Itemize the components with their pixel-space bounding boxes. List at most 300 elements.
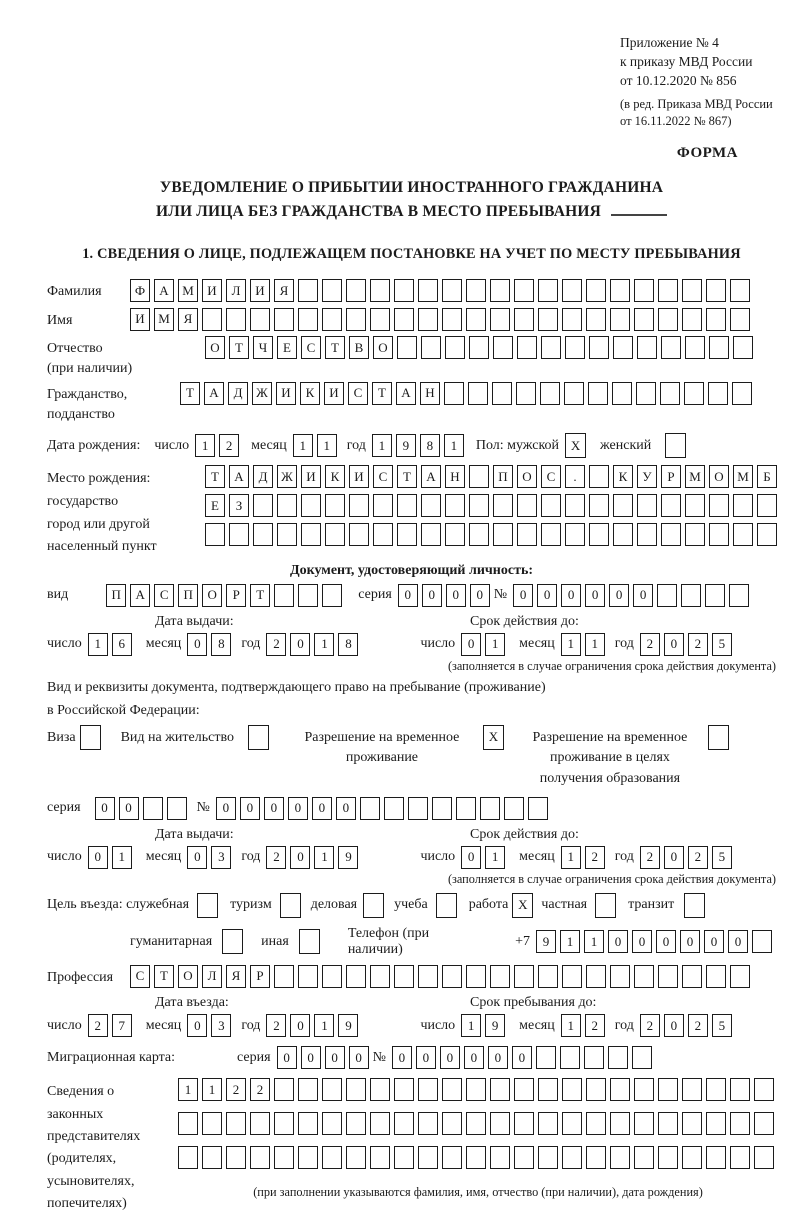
char-box[interactable] [274, 1146, 294, 1169]
char-box[interactable]: 9 [338, 846, 358, 869]
char-box[interactable] [708, 382, 728, 405]
char-box[interactable] [469, 336, 489, 359]
char-box[interactable] [373, 523, 393, 546]
char-box[interactable] [418, 1078, 438, 1101]
char-box[interactable]: П [106, 584, 126, 607]
char-box[interactable]: 0 [512, 1046, 532, 1069]
char-box[interactable] [658, 1112, 678, 1135]
char-box[interactable]: Т [372, 382, 392, 405]
char-box[interactable]: М [685, 465, 705, 488]
char-box[interactable] [730, 279, 750, 302]
char-box[interactable] [540, 382, 560, 405]
char-box[interactable] [346, 965, 366, 988]
char-box[interactable] [226, 308, 246, 331]
char-box[interactable] [442, 1112, 462, 1135]
char-box[interactable]: 0 [95, 797, 115, 820]
purpose-official-checkbox[interactable] [197, 893, 218, 918]
char-box[interactable] [661, 494, 681, 517]
char-box[interactable] [612, 382, 632, 405]
char-box[interactable] [466, 1146, 486, 1169]
char-box[interactable] [660, 382, 680, 405]
char-box[interactable]: 5 [712, 633, 732, 656]
char-box[interactable] [541, 336, 561, 359]
char-box[interactable]: М [733, 465, 753, 488]
purpose-tourism-checkbox[interactable] [280, 893, 301, 918]
char-box[interactable] [490, 308, 510, 331]
char-box[interactable] [421, 523, 441, 546]
char-box[interactable] [565, 494, 585, 517]
char-box[interactable]: 0 [632, 930, 652, 953]
char-box[interactable] [562, 965, 582, 988]
char-box[interactable]: Т [205, 465, 225, 488]
char-box[interactable]: 6 [112, 633, 132, 656]
char-box[interactable]: 0 [609, 584, 629, 607]
char-box[interactable] [562, 1078, 582, 1101]
char-box[interactable] [349, 494, 369, 517]
char-box[interactable] [634, 279, 654, 302]
char-box[interactable] [706, 965, 726, 988]
char-box[interactable]: 0 [88, 846, 108, 869]
char-box[interactable] [466, 279, 486, 302]
char-box[interactable] [325, 494, 345, 517]
char-box[interactable]: А [421, 465, 441, 488]
char-box[interactable] [418, 965, 438, 988]
char-box[interactable]: 0 [461, 846, 481, 869]
char-box[interactable]: 0 [470, 584, 490, 607]
char-box[interactable] [565, 523, 585, 546]
char-box[interactable]: Д [228, 382, 248, 405]
char-box[interactable] [636, 382, 656, 405]
char-box[interactable]: 1 [584, 930, 604, 953]
char-box[interactable] [418, 308, 438, 331]
char-box[interactable] [684, 382, 704, 405]
char-box[interactable] [536, 1046, 556, 1069]
char-box[interactable]: У [637, 465, 657, 488]
char-box[interactable] [445, 523, 465, 546]
char-box[interactable] [370, 308, 390, 331]
char-box[interactable]: Р [226, 584, 246, 607]
char-box[interactable] [493, 494, 513, 517]
char-box[interactable]: 0 [728, 930, 748, 953]
char-box[interactable] [226, 1112, 246, 1135]
char-box[interactable]: 5 [712, 1014, 732, 1037]
char-box[interactable]: 1 [195, 434, 215, 457]
char-box[interactable]: 0 [446, 584, 466, 607]
char-box[interactable]: 0 [290, 846, 310, 869]
char-box[interactable] [384, 797, 404, 820]
char-box[interactable]: 0 [398, 584, 418, 607]
char-box[interactable] [637, 494, 657, 517]
char-box[interactable] [733, 523, 753, 546]
char-box[interactable] [250, 308, 270, 331]
char-box[interactable] [564, 382, 584, 405]
char-box[interactable]: О [517, 465, 537, 488]
char-box[interactable]: Р [661, 465, 681, 488]
char-box[interactable]: 0 [664, 633, 684, 656]
char-box[interactable] [456, 797, 476, 820]
char-box[interactable] [528, 797, 548, 820]
char-box[interactable]: О [205, 336, 225, 359]
char-box[interactable]: 2 [688, 1014, 708, 1037]
char-box[interactable]: И [130, 308, 150, 331]
char-box[interactable]: 0 [187, 633, 207, 656]
char-box[interactable] [298, 1078, 318, 1101]
char-box[interactable]: 9 [536, 930, 556, 953]
char-box[interactable]: 2 [640, 846, 660, 869]
char-box[interactable] [565, 336, 585, 359]
char-box[interactable]: 2 [266, 1014, 286, 1037]
char-box[interactable] [322, 1078, 342, 1101]
char-box[interactable]: 2 [688, 633, 708, 656]
char-box[interactable] [658, 1146, 678, 1169]
char-box[interactable]: 1 [561, 633, 581, 656]
char-box[interactable]: Т [229, 336, 249, 359]
char-box[interactable] [706, 1078, 726, 1101]
char-box[interactable]: 1 [485, 633, 505, 656]
char-box[interactable] [730, 1078, 750, 1101]
char-box[interactable]: А [396, 382, 416, 405]
char-box[interactable]: 2 [266, 846, 286, 869]
char-box[interactable]: 1 [314, 846, 334, 869]
char-box[interactable]: Я [274, 279, 294, 302]
char-box[interactable] [466, 308, 486, 331]
char-box[interactable]: П [178, 584, 198, 607]
char-box[interactable] [167, 797, 187, 820]
char-box[interactable] [490, 965, 510, 988]
char-box[interactable]: Ж [252, 382, 272, 405]
char-box[interactable] [732, 382, 752, 405]
char-box[interactable]: 1 [314, 1014, 334, 1037]
char-box[interactable] [541, 494, 561, 517]
char-box[interactable]: 0 [585, 584, 605, 607]
char-box[interactable] [277, 523, 297, 546]
char-box[interactable]: А [130, 584, 150, 607]
char-box[interactable]: 1 [178, 1078, 198, 1101]
char-box[interactable] [586, 279, 606, 302]
char-box[interactable]: 1 [444, 434, 464, 457]
char-box[interactable]: П [493, 465, 513, 488]
char-box[interactable] [322, 965, 342, 988]
char-box[interactable]: 3 [211, 846, 231, 869]
char-box[interactable] [610, 965, 630, 988]
char-box[interactable] [253, 494, 273, 517]
char-box[interactable]: 2 [226, 1078, 246, 1101]
char-box[interactable] [730, 1146, 750, 1169]
char-box[interactable]: 0 [704, 930, 724, 953]
char-box[interactable] [538, 965, 558, 988]
char-box[interactable]: Т [325, 336, 345, 359]
char-box[interactable]: 0 [608, 930, 628, 953]
char-box[interactable] [349, 523, 369, 546]
char-box[interactable] [685, 336, 705, 359]
char-box[interactable] [493, 336, 513, 359]
char-box[interactable]: Т [180, 382, 200, 405]
char-box[interactable] [685, 494, 705, 517]
char-box[interactable] [682, 1078, 702, 1101]
char-box[interactable]: 2 [640, 1014, 660, 1037]
char-box[interactable] [754, 1146, 774, 1169]
char-box[interactable] [205, 523, 225, 546]
char-box[interactable]: 1 [585, 633, 605, 656]
char-box[interactable] [442, 1078, 462, 1101]
char-box[interactable]: 0 [561, 584, 581, 607]
char-box[interactable] [322, 584, 342, 607]
char-box[interactable] [634, 1112, 654, 1135]
char-box[interactable] [637, 336, 657, 359]
char-box[interactable] [661, 523, 681, 546]
char-box[interactable]: 5 [712, 846, 732, 869]
char-box[interactable] [298, 308, 318, 331]
char-box[interactable] [143, 797, 163, 820]
char-box[interactable]: 0 [240, 797, 260, 820]
char-box[interactable] [250, 1146, 270, 1169]
purpose-private-checkbox[interactable] [595, 893, 616, 918]
char-box[interactable]: 0 [440, 1046, 460, 1069]
char-box[interactable]: З [229, 494, 249, 517]
purpose-humanitarian-checkbox[interactable] [222, 929, 243, 954]
char-box[interactable] [610, 1112, 630, 1135]
char-box[interactable] [682, 308, 702, 331]
char-box[interactable] [442, 279, 462, 302]
male-checkbox[interactable]: X [565, 433, 586, 458]
char-box[interactable]: 9 [485, 1014, 505, 1037]
char-box[interactable]: . [565, 465, 585, 488]
char-box[interactable] [637, 523, 657, 546]
char-box[interactable]: 1 [88, 633, 108, 656]
char-box[interactable] [322, 1146, 342, 1169]
char-box[interactable] [394, 1078, 414, 1101]
char-box[interactable] [586, 308, 606, 331]
char-box[interactable] [754, 1078, 774, 1101]
char-box[interactable] [274, 308, 294, 331]
char-box[interactable] [346, 1078, 366, 1101]
char-box[interactable] [730, 308, 750, 331]
char-box[interactable]: 8 [338, 633, 358, 656]
char-box[interactable]: Ч [253, 336, 273, 359]
char-box[interactable]: 2 [585, 846, 605, 869]
char-box[interactable] [613, 494, 633, 517]
char-box[interactable]: И [301, 465, 321, 488]
char-box[interactable] [490, 1146, 510, 1169]
char-box[interactable]: С [348, 382, 368, 405]
char-box[interactable] [517, 494, 537, 517]
char-box[interactable] [562, 308, 582, 331]
char-box[interactable] [178, 1146, 198, 1169]
char-box[interactable]: С [541, 465, 561, 488]
char-box[interactable] [301, 523, 321, 546]
char-box[interactable] [370, 1112, 390, 1135]
char-box[interactable] [516, 382, 536, 405]
char-box[interactable] [397, 523, 417, 546]
char-box[interactable] [322, 279, 342, 302]
char-box[interactable] [277, 494, 297, 517]
char-box[interactable]: 0 [264, 797, 284, 820]
char-box[interactable] [661, 336, 681, 359]
char-box[interactable]: 0 [119, 797, 139, 820]
char-box[interactable] [730, 1112, 750, 1135]
char-box[interactable]: 1 [561, 846, 581, 869]
char-box[interactable] [346, 1112, 366, 1135]
char-box[interactable] [468, 382, 488, 405]
char-box[interactable] [480, 797, 500, 820]
char-box[interactable]: 7 [112, 1014, 132, 1037]
char-box[interactable]: 0 [656, 930, 676, 953]
char-box[interactable]: 1 [485, 846, 505, 869]
char-box[interactable]: В [349, 336, 369, 359]
purpose-business-checkbox[interactable] [363, 893, 384, 918]
temp-residence-checkbox[interactable]: X [483, 725, 504, 750]
char-box[interactable] [682, 965, 702, 988]
char-box[interactable] [538, 1146, 558, 1169]
char-box[interactable] [229, 523, 249, 546]
char-box[interactable] [432, 797, 452, 820]
char-box[interactable] [394, 1112, 414, 1135]
char-box[interactable] [322, 1112, 342, 1135]
char-box[interactable] [706, 279, 726, 302]
char-box[interactable]: Л [226, 279, 246, 302]
purpose-work-checkbox[interactable]: X [512, 893, 533, 918]
char-box[interactable] [657, 584, 677, 607]
char-box[interactable]: М [178, 279, 198, 302]
char-box[interactable]: 2 [250, 1078, 270, 1101]
char-box[interactable]: 1 [112, 846, 132, 869]
char-box[interactable]: 0 [488, 1046, 508, 1069]
char-box[interactable] [418, 279, 438, 302]
char-box[interactable] [658, 308, 678, 331]
char-box[interactable] [442, 308, 462, 331]
char-box[interactable] [709, 336, 729, 359]
char-box[interactable] [466, 1078, 486, 1101]
char-box[interactable] [490, 1078, 510, 1101]
char-box[interactable]: Е [277, 336, 297, 359]
char-box[interactable] [562, 1112, 582, 1135]
char-box[interactable]: 0 [633, 584, 653, 607]
char-box[interactable] [658, 1078, 678, 1101]
char-box[interactable] [421, 494, 441, 517]
char-box[interactable]: Т [250, 584, 270, 607]
char-box[interactable] [514, 308, 534, 331]
char-box[interactable]: 0 [392, 1046, 412, 1069]
char-box[interactable] [733, 336, 753, 359]
char-box[interactable]: К [325, 465, 345, 488]
char-box[interactable] [538, 1112, 558, 1135]
char-box[interactable]: Я [226, 965, 246, 988]
char-box[interactable] [394, 965, 414, 988]
char-box[interactable]: 0 [680, 930, 700, 953]
char-box[interactable] [514, 1078, 534, 1101]
char-box[interactable] [586, 1112, 606, 1135]
char-box[interactable] [346, 308, 366, 331]
char-box[interactable] [706, 1112, 726, 1135]
char-box[interactable] [517, 523, 537, 546]
char-box[interactable]: 1 [561, 1014, 581, 1037]
char-box[interactable]: 0 [664, 846, 684, 869]
char-box[interactable] [685, 523, 705, 546]
char-box[interactable]: 0 [513, 584, 533, 607]
char-box[interactable] [634, 965, 654, 988]
char-box[interactable] [610, 279, 630, 302]
char-box[interactable]: 0 [416, 1046, 436, 1069]
char-box[interactable]: И [276, 382, 296, 405]
char-box[interactable]: 0 [422, 584, 442, 607]
char-box[interactable] [202, 1112, 222, 1135]
char-box[interactable] [466, 1112, 486, 1135]
char-box[interactable] [490, 1112, 510, 1135]
char-box[interactable]: И [202, 279, 222, 302]
char-box[interactable]: 9 [338, 1014, 358, 1037]
char-box[interactable] [514, 965, 534, 988]
char-box[interactable] [394, 308, 414, 331]
char-box[interactable] [588, 382, 608, 405]
char-box[interactable]: Н [420, 382, 440, 405]
char-box[interactable] [754, 1112, 774, 1135]
char-box[interactable]: 0 [325, 1046, 345, 1069]
char-box[interactable] [757, 494, 777, 517]
char-box[interactable] [610, 1146, 630, 1169]
char-box[interactable] [705, 584, 725, 607]
char-box[interactable] [584, 1046, 604, 1069]
char-box[interactable] [298, 279, 318, 302]
char-box[interactable] [346, 1146, 366, 1169]
temp-residence-edu-checkbox[interactable] [708, 725, 729, 750]
char-box[interactable]: А [229, 465, 249, 488]
char-box[interactable] [586, 965, 606, 988]
char-box[interactable]: 0 [290, 633, 310, 656]
char-box[interactable]: 0 [461, 633, 481, 656]
char-box[interactable] [504, 797, 524, 820]
char-box[interactable] [370, 1146, 390, 1169]
char-box[interactable]: 2 [640, 633, 660, 656]
char-box[interactable] [274, 1112, 294, 1135]
char-box[interactable]: 8 [211, 633, 231, 656]
purpose-other-checkbox[interactable] [299, 929, 320, 954]
char-box[interactable] [514, 279, 534, 302]
char-box[interactable] [562, 279, 582, 302]
char-box[interactable]: Р [250, 965, 270, 988]
char-box[interactable] [586, 1078, 606, 1101]
char-box[interactable]: 1 [461, 1014, 481, 1037]
char-box[interactable] [634, 1146, 654, 1169]
char-box[interactable] [538, 279, 558, 302]
char-box[interactable]: 0 [301, 1046, 321, 1069]
char-box[interactable]: К [613, 465, 633, 488]
char-box[interactable] [442, 1146, 462, 1169]
char-box[interactable]: 1 [560, 930, 580, 953]
char-box[interactable] [444, 382, 464, 405]
char-box[interactable] [301, 494, 321, 517]
char-box[interactable]: О [709, 465, 729, 488]
char-box[interactable] [253, 523, 273, 546]
char-box[interactable]: 1 [202, 1078, 222, 1101]
char-box[interactable]: 0 [187, 1014, 207, 1037]
purpose-transit-checkbox[interactable] [684, 893, 705, 918]
char-box[interactable]: Л [202, 965, 222, 988]
char-box[interactable] [346, 279, 366, 302]
char-box[interactable] [250, 1112, 270, 1135]
char-box[interactable]: О [202, 584, 222, 607]
char-box[interactable] [514, 1146, 534, 1169]
char-box[interactable] [682, 279, 702, 302]
char-box[interactable]: 0 [312, 797, 332, 820]
char-box[interactable]: Т [397, 465, 417, 488]
char-box[interactable] [681, 584, 701, 607]
char-box[interactable] [226, 1146, 246, 1169]
char-box[interactable]: С [154, 584, 174, 607]
char-box[interactable]: А [204, 382, 224, 405]
char-box[interactable] [373, 494, 393, 517]
visa-checkbox[interactable] [80, 725, 101, 750]
char-box[interactable]: И [349, 465, 369, 488]
